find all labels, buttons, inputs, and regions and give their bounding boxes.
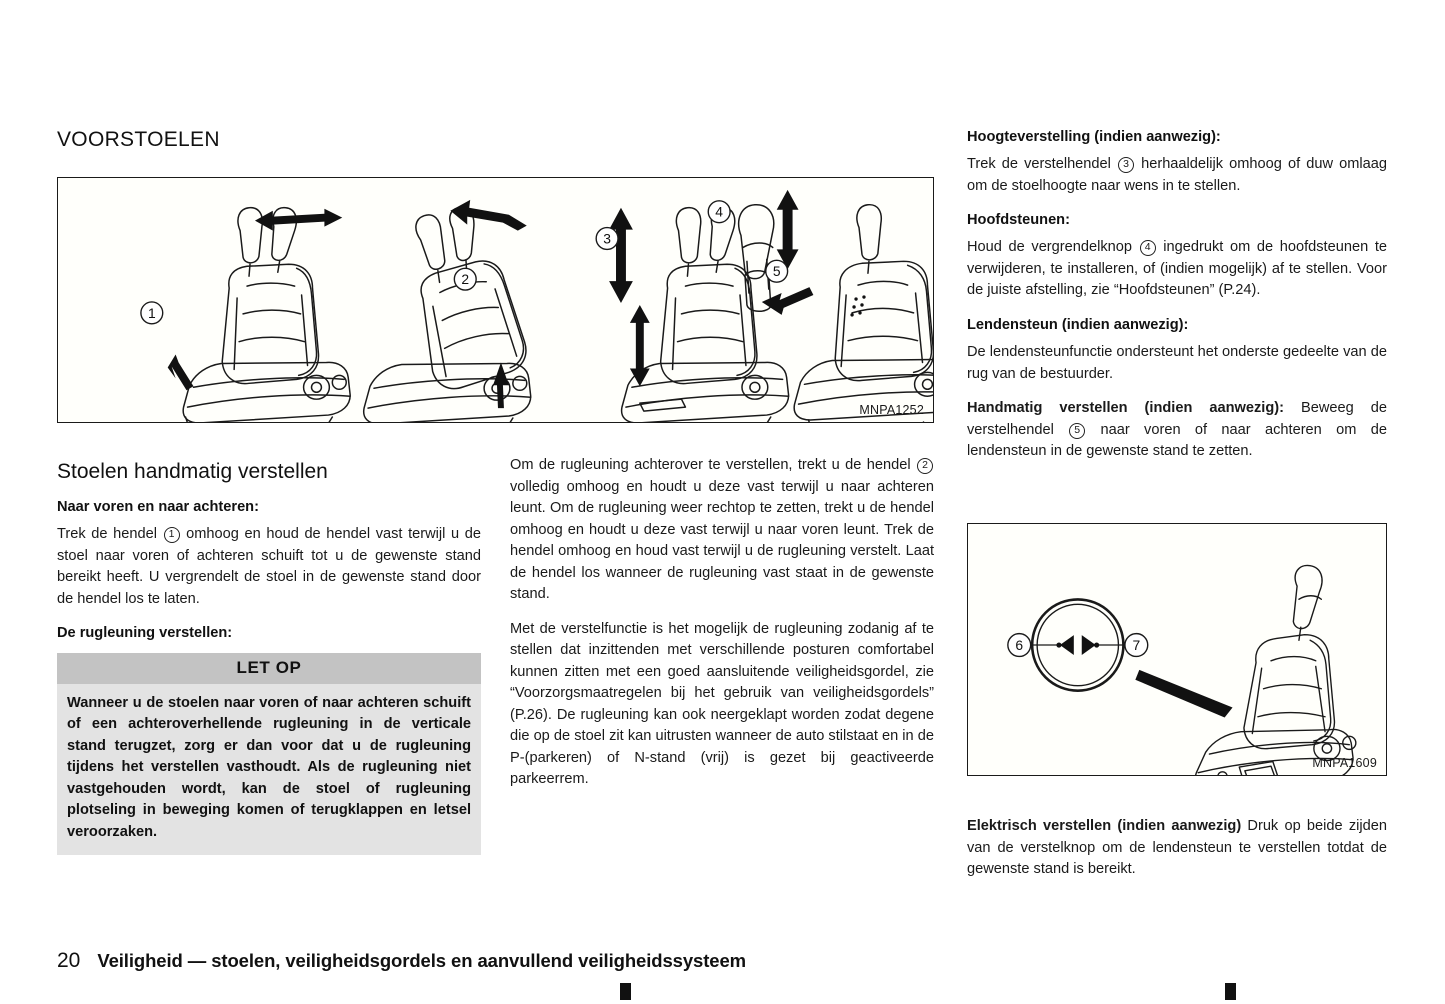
heading-backrest: De rugleuning verstellen: <box>57 625 233 642</box>
svg-text:4: 4 <box>715 203 724 220</box>
svg-text:1: 1 <box>147 304 156 321</box>
text-after: volledig omhoog en houdt u deze vast terwijl u naar achteren leunt. Om de rugleuning weer rechtop te zetten, trekt u de hendel omhoog en houdt u deze vast terwijl u naar voren leunt. Trek de hendel omhoog en houd vast terwijl u de rugleuning verstelt. Laat de hendel los wanneer de rugleuning vast staat in de gewenste stand. <box>510 478 934 602</box>
callout-ref-4: 4 <box>1140 240 1156 256</box>
text-power: Druk op beide zijden van de verstelknop om de lendensteun te verstellen totdat de gewenste stand is bereikt. <box>967 818 1388 877</box>
heading-height-adjust: Hoogteverstelling (indien aanwezig): <box>967 129 1221 145</box>
paragraph-fore-aft <box>57 524 481 610</box>
left-column-body <box>57 460 481 855</box>
callout-ref-2: 2 <box>917 458 933 474</box>
svg-text:2: 2 <box>461 271 470 288</box>
svg-text:6: 6 <box>1015 636 1024 653</box>
callout-6 <box>1008 634 1031 657</box>
svg-text:3: 3 <box>603 230 611 247</box>
right-column <box>967 128 1387 463</box>
paragraph-recline-function: Met de verstelfunctie is het mogelijk de rugleuning zodanig af te stellen dat inzittenden met verschillende posturen comfortabel kunnen zitten met een goed aansluitende veiligheidsgordel, zie “Voorzorgsmaatregelen bij het gebruik van veiligheidsgordels” (P.26). De rugleuning kan ook neergeklapt worden zodat degene die op de stoel zit kan uitrusten wanneer de auto stilstaat en in de P-(parkeren) of N-stand (vrij) is gezet bij geactiveerde parkeerrem. <box>510 620 934 787</box>
caution-box <box>57 653 481 856</box>
text-after: ingedrukt om de hoofdsteunen te verwijderen, te installeren, of (indien mogelijk) af te stellen. Voor de juiste afstelling, zie “Hoofdsteunen” (P.24). <box>967 239 1387 299</box>
figure-code-lumbar: MNPA1609 <box>1312 756 1377 770</box>
page-number: 20 <box>57 949 81 972</box>
seats-illustration-graphic <box>58 178 933 422</box>
page-footer <box>57 949 746 973</box>
lead-bold-manual: Handmatig verstellen (indien aanwezig): <box>967 400 1284 417</box>
paragraph-recline <box>510 455 934 606</box>
callout-1 <box>141 302 163 324</box>
page-title: VOORSTOELEN <box>57 128 220 151</box>
caution-title: LET OP <box>57 653 481 684</box>
text-before: Trek de verstelhendel <box>967 156 1117 173</box>
callout-4 <box>708 201 730 223</box>
print-mark-right <box>1225 983 1236 1000</box>
paragraph-power-adjust <box>967 816 1387 881</box>
lead-bold-power: Elektrisch verstellen (indien aanwezig) <box>967 818 1242 834</box>
text-after: omhoog en houd de hendel vast terwijl u de stoel naar voren of achteren schuift tot u de gewenste stand bereikt heeft. U vergrendelt de stoel in de gewenste stand door de hendel los te laten. <box>57 526 481 607</box>
text-before: Om de rugleuning achterover te verstellen, trekt u de hendel <box>510 457 916 473</box>
callout-ref-5: 5 <box>1069 423 1085 439</box>
svg-text:7: 7 <box>1132 636 1141 653</box>
text-before: Trek de hendel <box>57 526 163 543</box>
callout-2 <box>454 268 476 290</box>
callout-ref-1: 1 <box>164 527 180 543</box>
svg-text:5: 5 <box>772 263 781 280</box>
left-column <box>57 128 481 173</box>
paragraph-manual-adjust <box>967 398 1387 463</box>
paragraph-lumbar: De lendensteunfunctie ondersteunt het onderste gedeelte van de rug van de bestuurder. <box>967 344 1387 382</box>
footer-chapter-title: Veiligheid — stoelen, veiligheidsgordels en aanvullend veiligheidssysteem <box>97 950 746 971</box>
heading-headrests: Hoofdsteunen: <box>967 212 1070 229</box>
lumbar-illustration <box>967 523 1387 776</box>
right-column-lower <box>967 816 1387 881</box>
caution-text: Wanneer u de stoelen naar voren of naar achteren schuift of een achteroverhellende rugleuning in de verticale stand terugzet, zorg er dan voor dat u de rugleuning tijdens het verstellen vasthoudt. Als de rugleuning niet vastgehouden wordt, kan de stoel of rugleuning plotseling in beweging komen of terugklappen en letsel veroorzaken. <box>57 684 481 856</box>
lumbar-illustration-graphic <box>968 524 1386 775</box>
paragraph-headrests <box>967 237 1387 302</box>
text-before: Houd de vergrendelknop <box>967 239 1139 256</box>
text-after: herhaaldelijk omhoog of duw omlaag om de stoelhoogte naar wens in te stellen. <box>967 156 1387 194</box>
callout-3 <box>596 228 618 250</box>
heading-lumbar: Lendensteun (indien aanwezig): <box>967 316 1189 333</box>
callout-5 <box>766 260 788 282</box>
seats-illustration <box>57 177 934 423</box>
text-after: naar voren of naar achteren om de lendensteun in de gewenste stand te zetten. <box>967 421 1387 460</box>
text-before: Beweeg de verstelhendel <box>967 400 1387 438</box>
paragraph-height-adjust <box>967 154 1387 197</box>
print-mark-left <box>620 983 631 1000</box>
callout-ref-3: 3 <box>1118 157 1134 173</box>
subsection-title: Stoelen handmatig verstellen <box>57 460 328 483</box>
heading-fore-aft: Naar voren en naar achteren: <box>57 499 259 516</box>
figure-code-seats: MNPA1252 <box>859 403 924 417</box>
middle-column <box>510 455 934 791</box>
callout-7 <box>1125 634 1148 657</box>
